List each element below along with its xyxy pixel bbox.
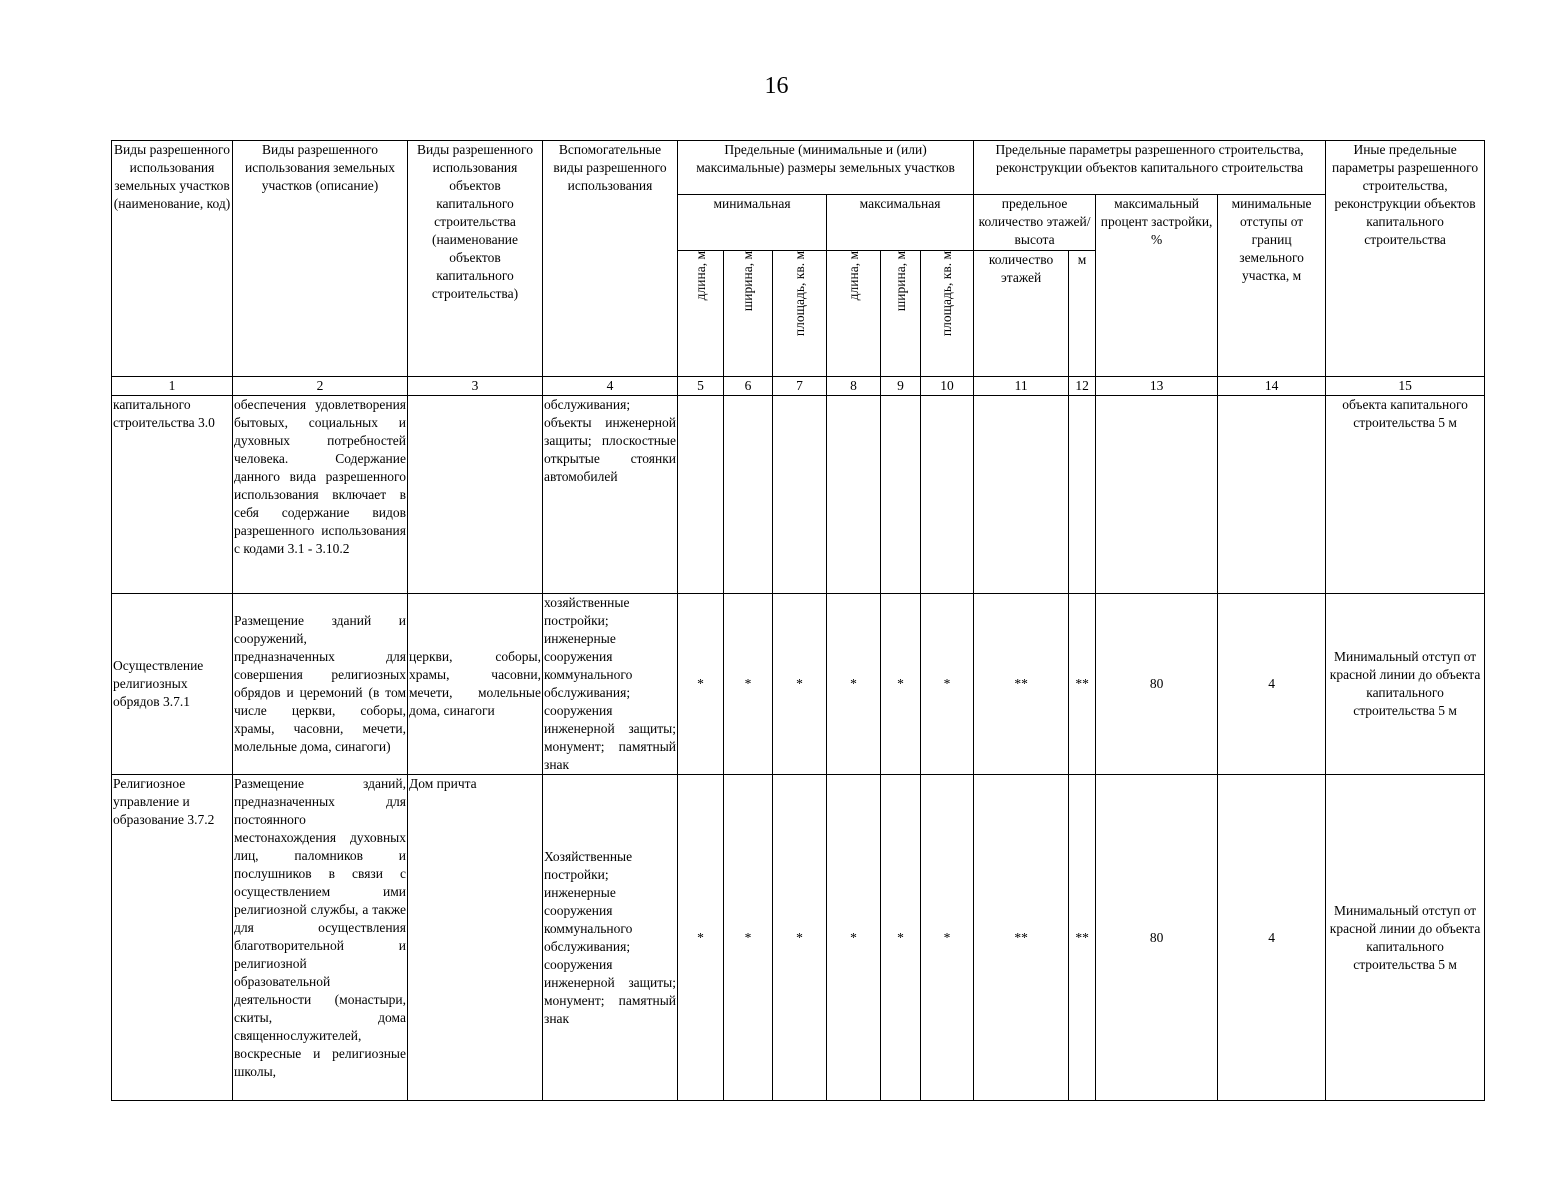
column-number: 7: [773, 377, 827, 396]
row-max-length: *: [827, 775, 881, 1101]
header-maximum: максимальная: [827, 195, 974, 251]
row-description: обеспечения удовлетворения бытовых, социальных и духовных потребностей человека. Содержание данного вида разрешенного использования включает в себя содержание видов разрешенного использования с кодами 3.1 - 3.10.2: [233, 396, 408, 594]
row-height: **: [1069, 775, 1096, 1101]
row-max-percent: 80: [1096, 594, 1218, 775]
column-number: 11: [974, 377, 1069, 396]
row-min-width: *: [724, 775, 773, 1101]
column-numbers-row: [112, 377, 1485, 396]
row-capital-objects: церкви, соборы, храмы, часовни, мечети, молельные дома, синагоги: [408, 594, 543, 775]
row-description: Размещение зданий и сооружений, предназначенных для совершения религиозных обрядов и церемоний (в том числе церкви, соборы, храмы, часовни, мечети, молельные дома, синагоги): [233, 594, 408, 775]
table-row: [112, 396, 1485, 594]
column-number: 13: [1096, 377, 1218, 396]
header-max-area: площадь, кв. м: [921, 251, 974, 377]
header-min-width: ширина, м: [724, 251, 773, 377]
column-number: 10: [921, 377, 974, 396]
row-min-width: [724, 396, 773, 594]
row-height: [1069, 396, 1096, 594]
header-capital-construction-use: Виды разрешенного использования объектов капитального строительства (наименование объектов капитального строительства): [408, 141, 543, 377]
row-max-length: *: [827, 594, 881, 775]
row-other-parameters: Минимальный отступ от красной линии до объекта капитального строительства 5 м: [1326, 775, 1485, 1101]
header-min-length: длина, м: [678, 251, 724, 377]
row-land-use-name: Осуществление религиозных обрядов 3.7.1: [112, 594, 233, 775]
row-max-percent: [1096, 396, 1218, 594]
header-other-parameters: Иные предельные параметры разрешенного строительства, реконструкции объектов капитального строительства: [1326, 141, 1485, 377]
regulations-table: [111, 140, 1485, 1101]
row-other-parameters: Минимальный отступ от красной линии до объекта капитального строительства 5 м: [1326, 594, 1485, 775]
row-max-area: *: [921, 594, 974, 775]
page-number: 16: [764, 73, 789, 99]
row-land-use-name: капитального строительства 3.0: [112, 396, 233, 594]
column-number: 6: [724, 377, 773, 396]
header-minimum: минимальная: [678, 195, 827, 251]
header-construction-parameters: Предельные параметры разрешенного строительства, реконструкции объектов капитального строительства: [974, 141, 1326, 195]
row-auxiliary-use: Хозяйственные постройки; инженерные сооружения коммунального обслуживания; сооружения инженерной защиты; монумент; памятный знак: [543, 775, 678, 1101]
row-min-length: [678, 396, 724, 594]
row-max-width: [881, 396, 921, 594]
row-min-width: *: [724, 594, 773, 775]
column-number: 4: [543, 377, 678, 396]
header-min-offsets: минимальные отступы от границ земельного участка, м: [1218, 195, 1326, 377]
row-min-length: *: [678, 775, 724, 1101]
column-number: 3: [408, 377, 543, 396]
header-land-use-description: Виды разрешенного использования земельных участков (описание): [233, 141, 408, 377]
row-other-parameters: объекта капитального строительства 5 м: [1326, 396, 1485, 594]
row-floors: **: [974, 775, 1069, 1101]
row-min-offset: [1218, 396, 1326, 594]
row-min-area: *: [773, 594, 827, 775]
row-max-length: [827, 396, 881, 594]
table-row: [112, 775, 1485, 1101]
row-height: **: [1069, 594, 1096, 775]
column-number: 9: [881, 377, 921, 396]
row-min-length: *: [678, 594, 724, 775]
row-auxiliary-use: обслуживания; объекты инженерной защиты; плоскостные открытые стоянки автомобилей: [543, 396, 678, 594]
column-number: 14: [1218, 377, 1326, 396]
row-auxiliary-use: хозяйственные постройки; инженерные сооружения коммунального обслуживания; сооружения инженерной защиты; монумент; памятный знак: [543, 594, 678, 775]
header-height-m: м: [1069, 251, 1096, 377]
header-auxiliary-use: Вспомогательные виды разрешенного использования: [543, 141, 678, 377]
row-description: Размещение зданий, предназначенных для постоянного местонахождения духовных лиц, паломников и послушников в связи с осуществлением ими религиозной службы, а также для осуществления благотворительной и религиозной образовательной деятельности (монастыри, скиты, дома священнослужителей, воскресные и религиозные школы,: [233, 775, 408, 1101]
header-floors-count: количество этажей: [974, 251, 1069, 377]
row-min-area: *: [773, 775, 827, 1101]
header-land-use-name: Виды разрешенного использования земельных участков (наименование, код): [112, 141, 233, 377]
column-number: 12: [1069, 377, 1096, 396]
header-max-build-percent: максимальный процент застройки, %: [1096, 195, 1218, 377]
row-capital-objects: [408, 396, 543, 594]
row-min-offset: 4: [1218, 594, 1326, 775]
column-number: 15: [1326, 377, 1485, 396]
column-number: 5: [678, 377, 724, 396]
header-max-length: длина, м: [827, 251, 881, 377]
row-max-percent: 80: [1096, 775, 1218, 1101]
header-plot-size-limits: Предельные (минимальные и (или) максимальные) размеры земельных участков: [678, 141, 974, 195]
row-floors: [974, 396, 1069, 594]
row-min-offset: 4: [1218, 775, 1326, 1101]
column-number: 8: [827, 377, 881, 396]
header-max-width: ширина, м: [881, 251, 921, 377]
row-max-width: *: [881, 594, 921, 775]
row-land-use-name: Религиозное управление и образование 3.7.2: [112, 775, 233, 1101]
header-min-area: площадь, кв. м: [773, 251, 827, 377]
row-max-area: *: [921, 775, 974, 1101]
column-number: 2: [233, 377, 408, 396]
row-min-area: [773, 396, 827, 594]
table-row: [112, 594, 1485, 775]
row-floors: **: [974, 594, 1069, 775]
row-max-width: *: [881, 775, 921, 1101]
row-capital-objects: Дом причта: [408, 775, 543, 1101]
row-max-area: [921, 396, 974, 594]
header-floors-height: предельное количество этажей/высота: [974, 195, 1096, 251]
column-number: 1: [112, 377, 233, 396]
